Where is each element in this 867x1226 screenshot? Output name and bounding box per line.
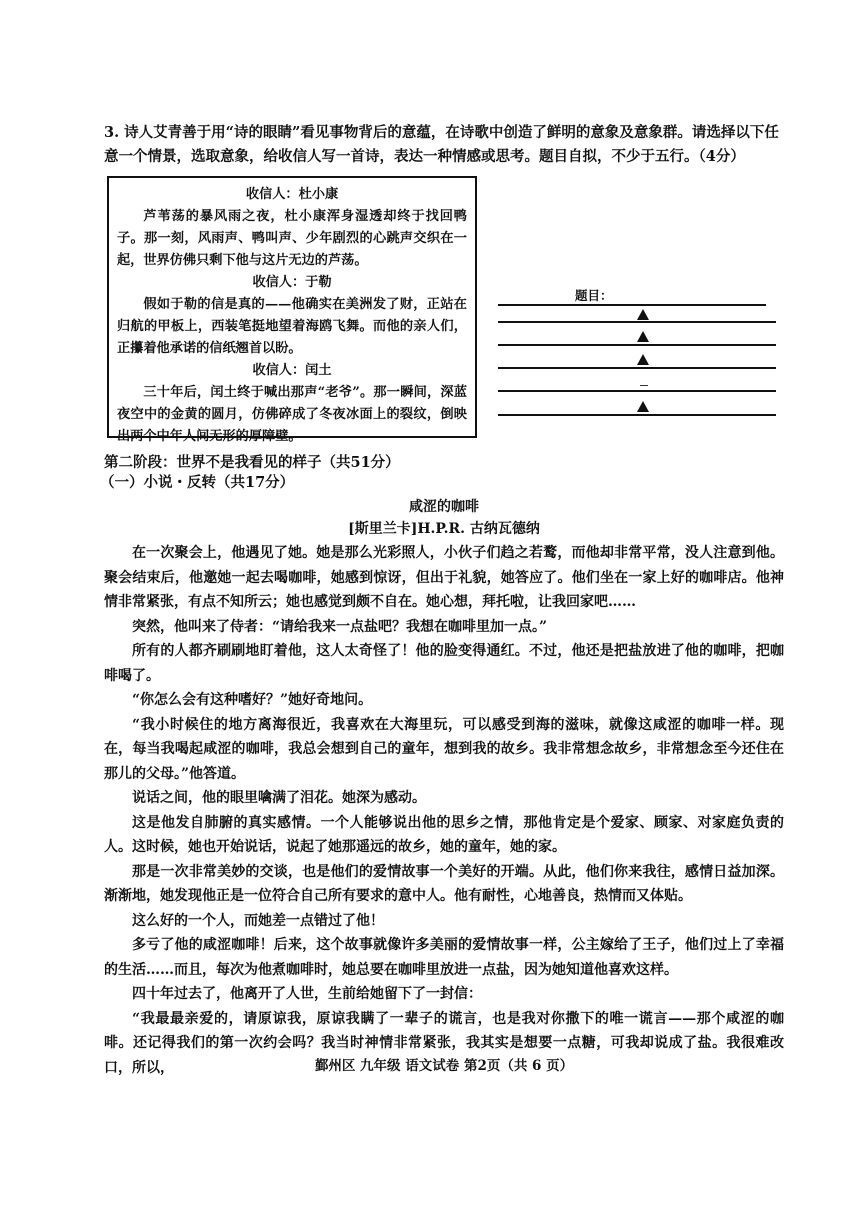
question-3: 3. 诗人艾青善于用“诗的眼睛”看见事物背后的意蕴，在诗歌中创造了鲜明的意象及意象群。请选择以下任意一个情景，选取意象，给收信人写一首诗，表达一种情感或思考。题目自拟，不少于五行。（4分）: [104, 124, 779, 165]
triangle-mark-icon: [637, 354, 649, 365]
story-paragraph: 那是一次非常美妙的交谈，也是他们的爱情故事一个美好的开端。从此，他们你来我往，感情日益加深。渐渐地，她发现他正是一位符合自己所有要求的意中人。他有耐性，心地善良，热情而又体贴。: [104, 863, 784, 904]
scene-2-text: 假如于勒的信是真的——他确实在美洲发了财，正站在归航的甲板上，西装笔挺地望着海鸥飞舞。而他的亲人们，正攥着他承诺的信纸翘首以盼。: [117, 297, 467, 356]
scene-1-text: 芦苇荡的暴风雨之夜，杜小康浑身湿透却终于找回鸭子。那一刻，风雨声、鸭叫声、少年剧烈的心跳声交织在一起，世界仿佛只剩下他与这片无边的芦荡。: [117, 209, 467, 268]
story-paragraph: 说话之间，他的眼里噙满了泪花。她深为感动。: [132, 790, 426, 806]
triangle-mark-icon: [637, 309, 649, 320]
story-paragraph: 突然，他叫来了侍者：“请给我来一点盐吧？我想在咖啡里加一点。”: [132, 618, 548, 635]
story-title: 咸涩的咖啡: [409, 499, 479, 515]
story-author: [斯里兰卡]H.P.R. 古纳瓦德纳: [348, 521, 540, 537]
answer-line[interactable]: [498, 367, 776, 369]
story-paragraph: 多亏了他的咸涩咖啡！后来，这个故事就像许多美丽的爱情故事一样，公主嫁给了王子，他们过上了幸福的生活……而且，每次为他煮咖啡时，她总要在咖啡里放进一点盐，因为她知道他喜欢这样。: [104, 937, 784, 978]
story-paragraph: “我最最亲爱的，请原谅我，原谅我瞒了一辈子的谎言，也是我对你撒下的唯一谎言——那个咸涩的咖啡。还记得我们的第一次约会吗？我当时神情非常紧张，我其实是想要一点糖，可我却说成了盐。我很难改口，所以，: [104, 1010, 784, 1076]
page-footer: 鄞州区 九年级 语文试卷 第2页（共 6 页）: [314, 1058, 574, 1074]
recipient-du-xiaokang: 收信人：杜小康: [245, 187, 339, 202]
story-paragraph: “我小时候住的地方离海很近，我喜欢在大海里玩，可以感受到海的滋味，就像这咸涩的咖啡一样。现在，每当我喝起咸涩的咖啡，我总会想到自己的童年，想到我的故乡。我非常想念故乡，非常想念至今还住在那儿的父母。”他答道。: [104, 716, 784, 782]
recipient-yu-le: 收信人：于勒: [252, 275, 332, 290]
story-paragraph: 这是他发自肺腑的真实感情。一个人能够说出他的思乡之情，那他肯定是个爱家、顾家、对家庭负责的人。这时候，她也开始说话，说起了她那遥远的故乡，她的童年，她的家。: [104, 814, 784, 855]
story-paragraph: 这么好的一个人，而她差一点错过了他！: [132, 912, 384, 929]
stage-two-heading: 第二阶段：世界不是我看见的样子（共51分）: [104, 454, 400, 471]
triangle-mark-icon: [637, 331, 649, 342]
section-one-heading: （一）小说・反转（共17分）: [100, 474, 295, 491]
answer-line[interactable]: [498, 390, 776, 392]
triangle-mark-icon: [637, 401, 649, 412]
story-body: [104, 541, 784, 1080]
answer-title-label: 题目：: [575, 288, 613, 303]
story-paragraph: 所有的人都齐刷刷地盯着他，这人太奇怪了！他的脸变得通红。不过，他还是把盐放进了他的咖啡，把咖啡喝了。: [104, 643, 784, 684]
story-paragraph: 四十年过去了，他离开了人世，生前给她留下了一封信：: [132, 986, 482, 1002]
answer-line[interactable]: [498, 304, 766, 306]
recipient-run-tu: 收信人：闰土: [252, 363, 332, 378]
scenes-box: [107, 176, 477, 444]
story-paragraph: 在一次聚会上，他遇见了她。她是那么光彩照人，小伙子们趋之若鹜，而他却非常平常，没人注意到他。聚会结束后，他邀她一起去喝咖啡，她感到惊讶，但出于礼貌，她答应了。他们坐在一家上好的咖啡店。他神情非常紧张，有点不知所云；她也感觉到颇不自在。她心想，拜托啦，让我回家吧……: [104, 545, 784, 610]
dash-mark-icon: [640, 385, 648, 386]
answer-line[interactable]: [498, 414, 776, 416]
answer-line[interactable]: [498, 344, 776, 346]
scene-3-text: 三十年后，闰土终于喊出那声“老爷”。那一瞬间，深蓝夜空中的金黄的圆月，仿佛碎成了冬夜冰面上的裂纹，倒映出两个中年人间无形的厚障壁。: [117, 385, 467, 444]
story-paragraph: “你怎么会有这种嗜好？”她好奇地问。: [132, 692, 373, 708]
answer-line[interactable]: [498, 321, 776, 323]
